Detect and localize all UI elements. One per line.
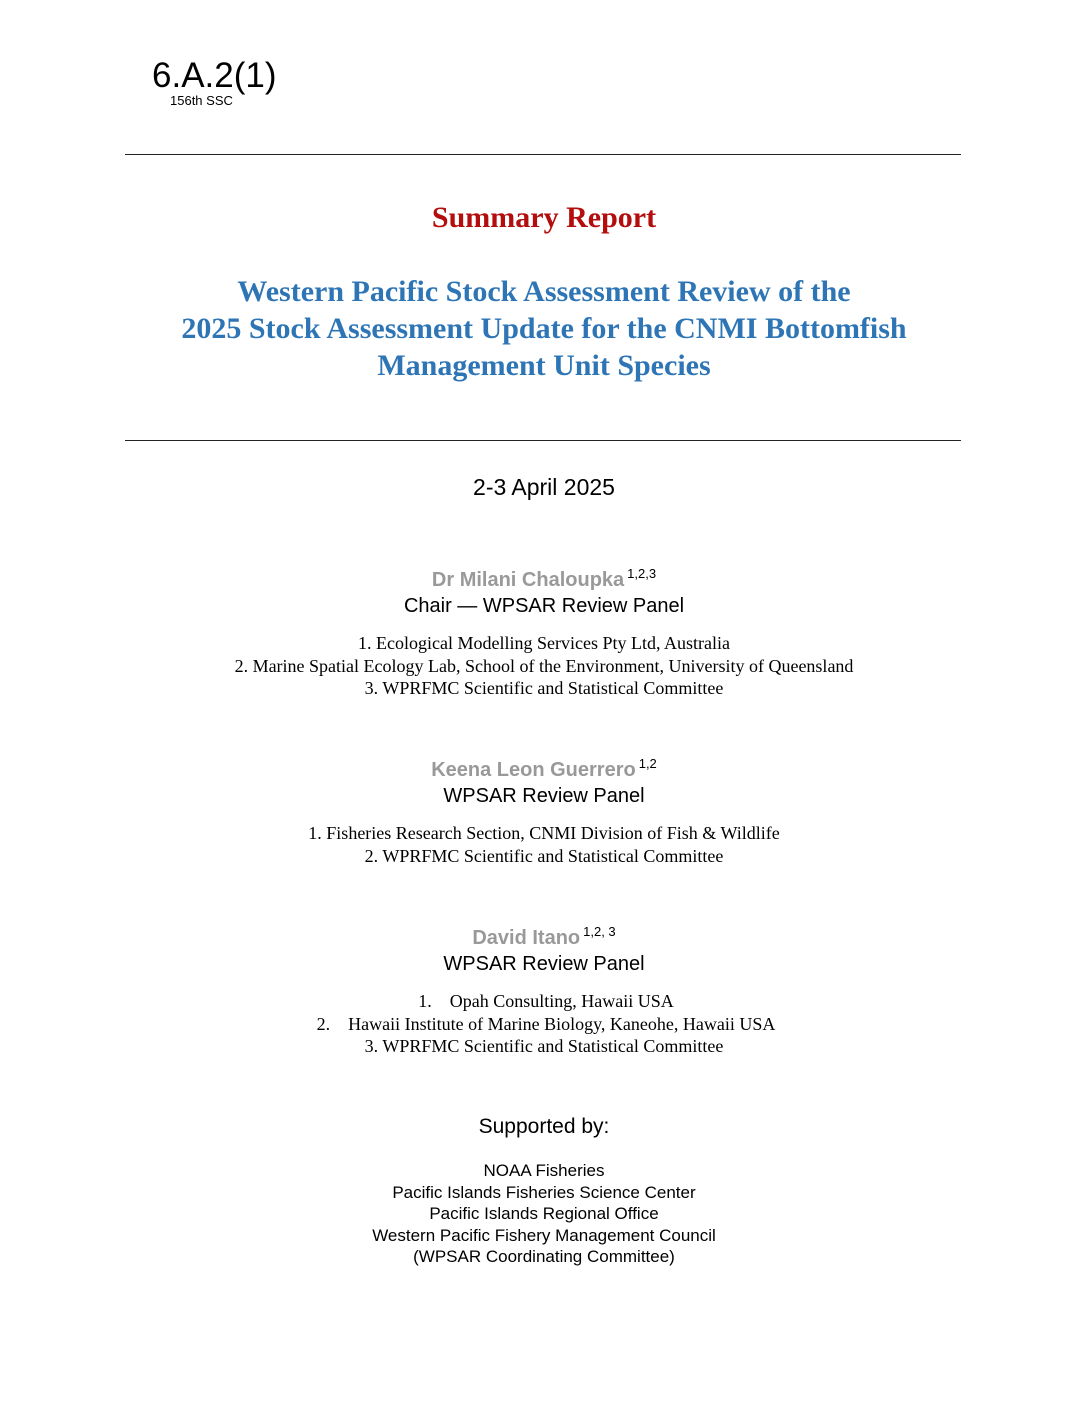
panel-member <box>0 920 1088 1058</box>
affiliation-item: 2. Hawaii Institute of Marine Biology, Kaneohe, Hawaii USA <box>316 1013 776 1034</box>
affiliation-item: 2. WPRFMC Scientific and Statistical Committee <box>364 845 724 866</box>
panel-member-name-text: Keena Leon Guerrero <box>431 759 636 781</box>
affiliation-superscript: 1,2,3 <box>627 566 657 581</box>
affiliation-item: 1. Ecological Modelling Services Pty Ltd, Australia <box>358 633 730 653</box>
organization-item: Western Pacific Fishery Management Council <box>372 1225 716 1245</box>
panel-member-name <box>0 920 1088 950</box>
affiliation-list <box>0 822 1088 867</box>
main-title <box>0 273 1088 384</box>
affiliation-item: 2. Marine Spatial Ecology Lab, School of the Environment, University of Queensland <box>234 655 854 676</box>
organization-item: NOAA Fisheries <box>483 1161 605 1180</box>
main-title-line: Western Pacific Stock Assessment Review of the <box>237 275 851 308</box>
supporting-organizations <box>0 1160 1088 1268</box>
panel-member <box>0 562 1088 700</box>
bottom-divider <box>125 440 961 441</box>
meeting-date: 2-3 April 2025 <box>473 474 615 500</box>
document-code: 6.A.2(1) <box>152 56 277 95</box>
meeting-label: 156th SSC <box>170 93 233 108</box>
main-title-line: 2025 Stock Assessment Update for the CNMI Bottomfish <box>181 312 907 345</box>
report-title: Summary Report <box>431 201 657 234</box>
affiliation-item: 3. WPRFMC Scientific and Statistical Committee <box>364 678 724 698</box>
supported-by-heading: Supported by: <box>478 1115 610 1138</box>
affiliation-list <box>0 990 1088 1058</box>
organization-item: Pacific Islands Regional Office <box>429 1204 659 1223</box>
panel-member-role: WPSAR Review Panel <box>443 953 645 975</box>
top-divider <box>125 154 961 155</box>
panel-member-role: Chair — WPSAR Review Panel <box>403 595 685 617</box>
organization-item: (WPSAR Coordinating Committee) <box>413 1247 675 1266</box>
affiliation-list <box>0 632 1088 700</box>
affiliation-item: 3. WPRFMC Scientific and Statistical Committee <box>364 1036 724 1056</box>
main-title-line: Management Unit Species <box>377 349 711 382</box>
panel-member-role: WPSAR Review Panel <box>443 785 645 807</box>
affiliation-item: 1. Opah Consulting, Hawaii USA <box>418 991 674 1011</box>
affiliation-item: 1. Fisheries Research Section, CNMI Division of Fish & Wildlife <box>308 823 780 843</box>
affiliation-superscript: 1,2 <box>638 756 657 771</box>
panel-member <box>0 752 1088 867</box>
panel-member-name <box>0 752 1088 782</box>
panel-member-name <box>0 562 1088 592</box>
panel-member-name-text: David Itano <box>472 927 581 949</box>
affiliation-superscript: 1,2, 3 <box>583 924 616 939</box>
panel-member-name-text: Dr Milani Chaloupka <box>431 569 625 591</box>
organization-item: Pacific Islands Fisheries Science Center <box>392 1182 696 1202</box>
